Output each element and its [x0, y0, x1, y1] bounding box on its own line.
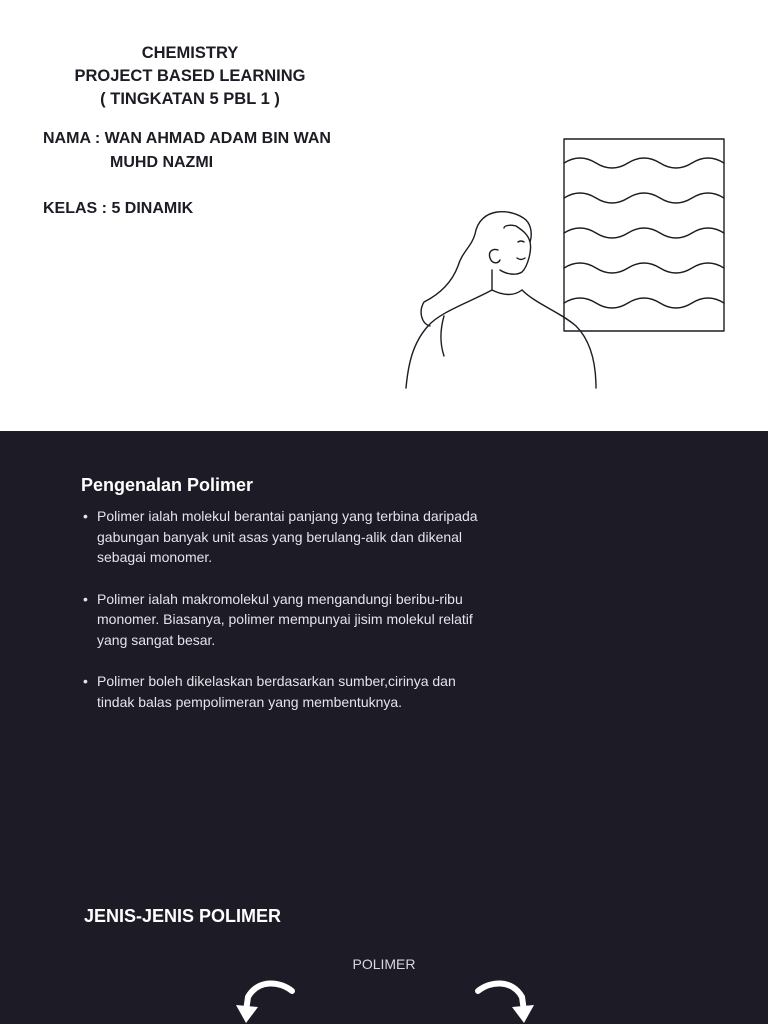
student-name-line1: NAMA : WAN AHMAD ADAM BIN WAN — [43, 130, 331, 147]
content-section — [0, 431, 768, 1024]
bullet-dot: • — [83, 508, 88, 524]
intro-title: Pengenalan Polimer — [81, 475, 254, 495]
curved-arrow-down-left-icon — [228, 977, 298, 1027]
bullet-text: Polimer ialah molekul berantai panjang yang terbina daripada gabungan banyak unit asas yang berulang-alik dan dikenal sebagai monomer. — [97, 508, 478, 565]
bullet-dot: • — [83, 590, 88, 607]
list-item — [81, 671, 481, 712]
list-item — [81, 589, 481, 651]
level-title: ( TINGKATAN 5 PBL 1 ) — [100, 90, 280, 108]
project-title: PROJECT BASED LEARNING — [74, 67, 306, 85]
student-name — [43, 127, 403, 175]
subject-title: CHEMISTRY — [141, 44, 239, 62]
bullet-text: Polimer boleh dikelaskan berdasarkan sumber,cirinya dan tindak balas pempolimeran yang membentuknya. — [97, 673, 456, 710]
types-title: JENIS-JENIS POLIMER — [84, 906, 282, 926]
poster-frame — [564, 139, 724, 331]
list-item — [81, 506, 481, 568]
polimer-root-label: POLIMER — [352, 956, 416, 972]
bullet-text: Polimer ialah makromolekul yang mengandungi beribu-ribu monomer. Biasanya, polimer mempunyai jisim molekul relatif yang sangat besar. — [97, 590, 473, 648]
bullet-dot: • — [83, 673, 88, 689]
woman-with-poster-illustration — [400, 130, 730, 392]
student-class: KELAS : 5 DINAMIK — [43, 200, 194, 217]
student-name-line2: MUHD NAZMI — [110, 154, 214, 171]
title-block — [40, 42, 340, 111]
intro-bullet-list — [81, 506, 481, 733]
title-section — [0, 0, 768, 431]
wave-lines — [564, 158, 724, 308]
woman-figure — [406, 212, 596, 388]
curved-arrow-down-right-icon — [472, 977, 542, 1027]
